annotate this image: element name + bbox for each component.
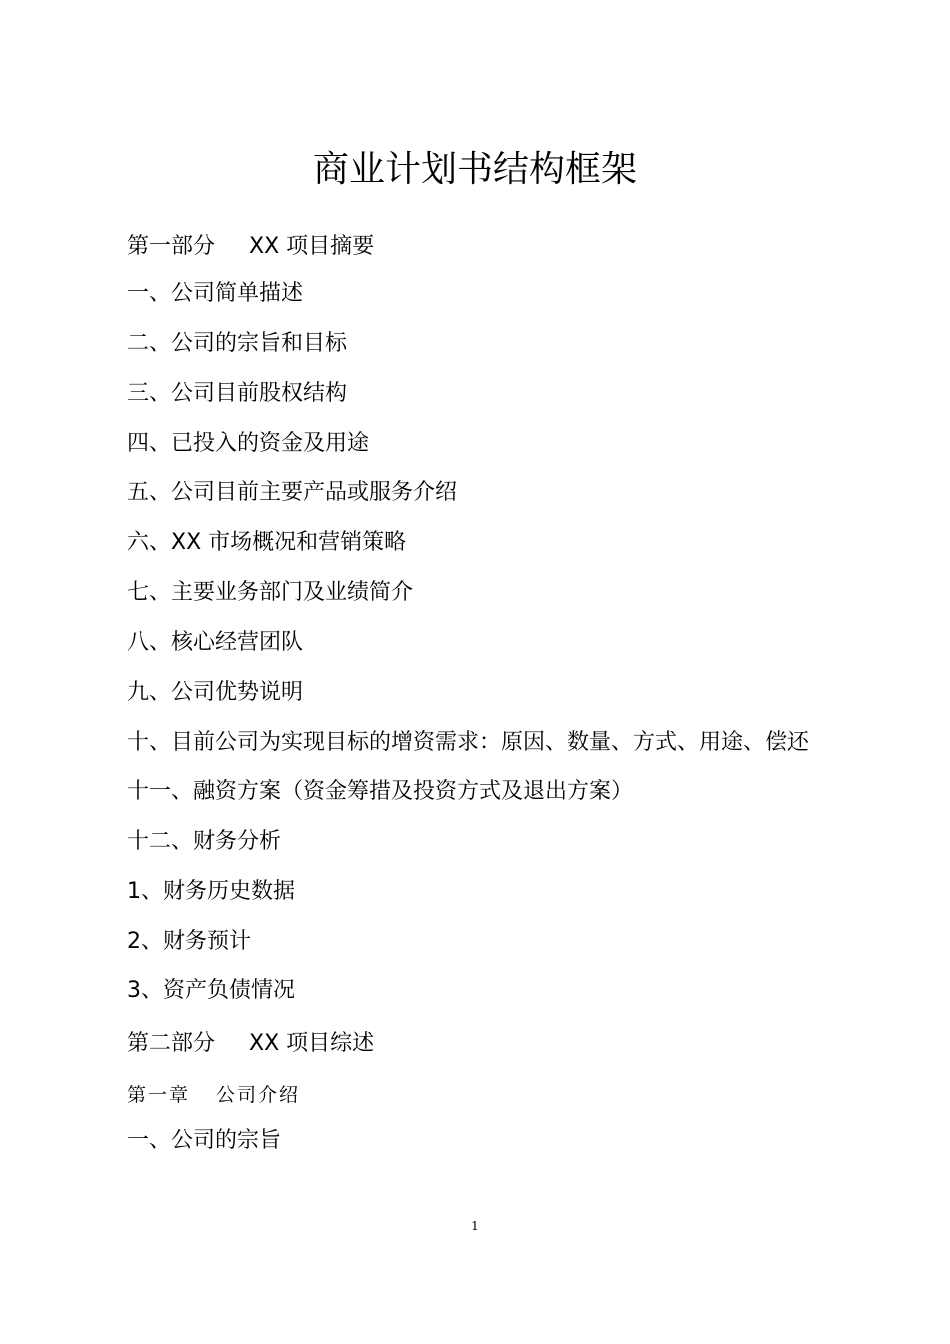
outline-item-11: 十一、融资方案（资金筹措及投资方式及退出方案） <box>127 779 634 804</box>
outline-item-8: 八、核心经营团队 <box>127 630 304 655</box>
page-title: 商业计划书结构框架 <box>312 149 637 190</box>
outline-item-4: 四、已投入的资金及用途 <box>127 431 370 456</box>
chapter-one-heading <box>127 1080 300 1110</box>
outline-item-1: 一、公司简单描述 <box>127 281 304 306</box>
outline-subitem-1: 1、财务历史数据 <box>127 879 295 904</box>
outline-item-7: 七、主要业务部门及业绩简介 <box>127 580 414 605</box>
outline-subitem-2: 2、财务预计 <box>127 929 251 954</box>
outline-item-5: 五、公司目前主要产品或服务介绍 <box>127 480 458 505</box>
outline-subitem-3: 3、资产负债情况 <box>127 978 295 1003</box>
section-one-heading: 一、公司的宗旨 <box>127 1128 282 1153</box>
part-one-label: 第一部分 <box>127 234 216 259</box>
chapter-one-label: 第一章 <box>127 1084 191 1106</box>
outline-item-10: 十、目前公司为实现目标的增资需求：原因、数量、方式、用途、偿还 <box>127 730 810 755</box>
outline-item-12: 十二、财务分析 <box>127 829 282 854</box>
part-two-title: XX 项目综述 <box>249 1031 375 1056</box>
outline-item-2: 二、公司的宗旨和目标 <box>127 331 348 356</box>
part-two-label: 第二部分 <box>127 1031 216 1056</box>
page-number: 1 <box>471 1219 479 1233</box>
part-one-title: XX 项目摘要 <box>249 234 375 259</box>
outline-item-3: 三、公司目前股权结构 <box>127 381 348 406</box>
part-two-heading <box>127 1029 374 1059</box>
outline-item-9: 九、公司优势说明 <box>127 680 304 705</box>
chapter-one-title: 公司介绍 <box>216 1084 301 1106</box>
outline-item-6: 六、XX 市场概况和营销策略 <box>127 530 407 555</box>
part-one-heading <box>127 232 374 262</box>
